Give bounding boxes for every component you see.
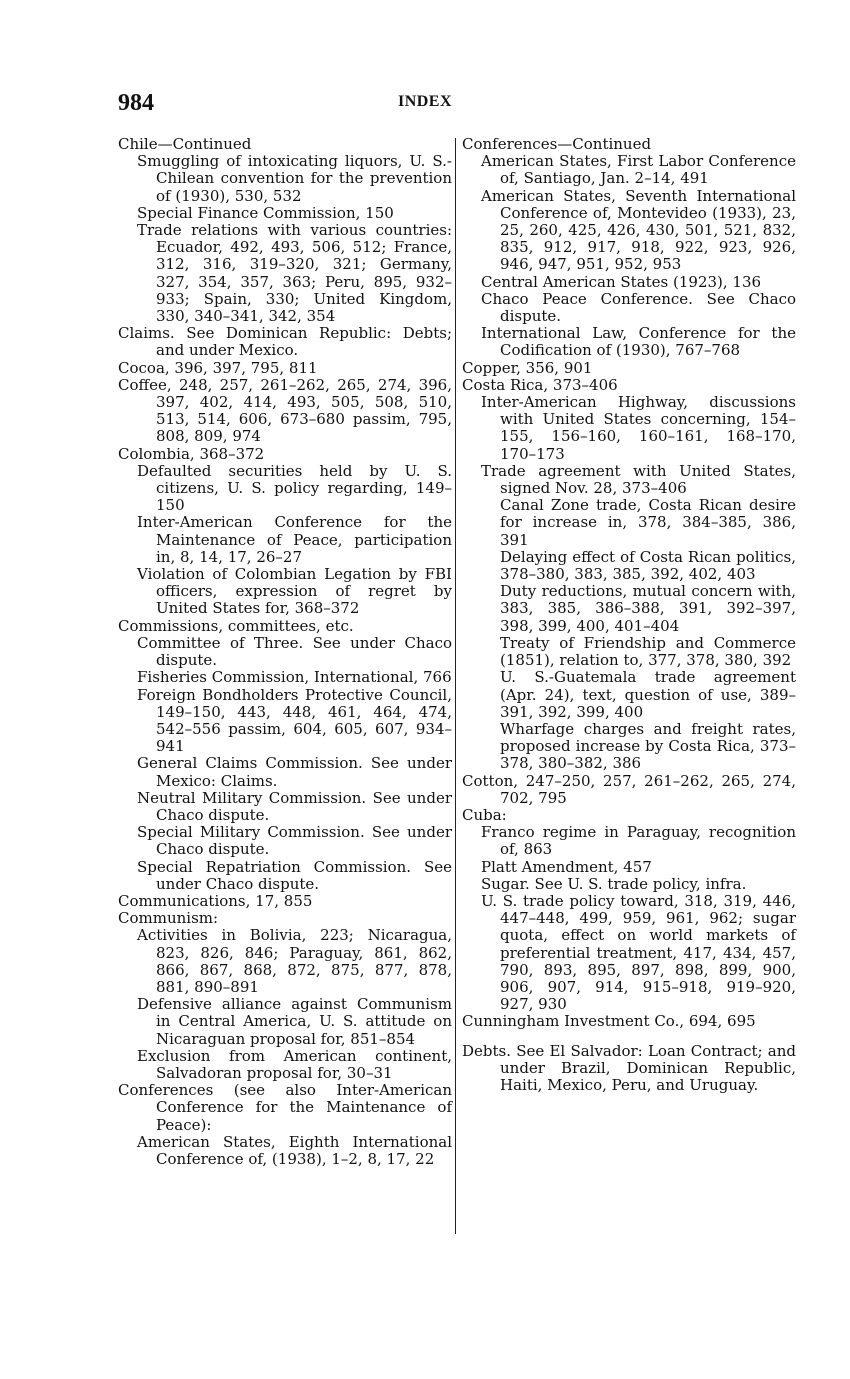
index-entry: Special Finance Commission, 150 bbox=[137, 203, 394, 222]
index-entry: Treaty of Friendship and Commerce (1851), relation to, 377, 378, 380, 392 bbox=[500, 633, 796, 670]
index-entry: Neutral Military Commission. See under Chaco dispute. bbox=[137, 788, 452, 824]
index-entry: U. S. trade policy toward, 318, 319, 446, 447–448, 499, 959, 961, 962; sugar quota, effect on world markets of preferential treatment, 417, 434, 457, 790, 893, 895, 897, 898, 899, 900, 906, 907, 914, 915–918, 919–920, 927, 930 bbox=[481, 891, 796, 1014]
index-entry: Foreign Bondholders Protective Council, 149–150, 443, 448, 461, 464, 474, 542–556 passim, 604, 605, 607, 934–941 bbox=[137, 685, 452, 756]
index-entry: Special Repatriation Commission. See under Chaco dispute. bbox=[137, 857, 452, 893]
index-entry: Defensive alliance against Communism in Central America, U. S. attitude on Nicaraguan proposal for, 851–854 bbox=[137, 995, 452, 1048]
index-entry: Trade agreement with United States, signed Nov. 28, 373–406 bbox=[481, 461, 796, 498]
index-entry: Chaco Peace Conference. See Chaco dispute. bbox=[481, 289, 796, 326]
index-entry: Canal Zone trade, Costa Rican desire for increase in, 378, 384–385, 386, 391 bbox=[500, 496, 796, 549]
index-entry: American States, Eighth International Conference of, (1938), 1–2, 8, 17, 22 bbox=[137, 1132, 452, 1168]
index-entry: General Claims Commission. See under Mexico: Claims. bbox=[137, 754, 452, 790]
index-entry: Conferences—Continued bbox=[462, 135, 652, 153]
index-entry: Sugar. See U. S. trade policy, infra. bbox=[481, 874, 747, 893]
index-entry: Fisheries Commission, International, 766 bbox=[137, 668, 452, 687]
index-entry: American States, Seventh International Conference of, Montevideo (1933), 23, 25, 260, 425, 426, 430, 501, 521, 832, 835, 912, 917, 918, 922, 923, 926, 946, 947, 951, 952, 953 bbox=[481, 186, 796, 274]
index-entry: Inter-American Highway, discussions with United States concerning, 154–155, 156–160, 160–161, 168–170, 170–173 bbox=[481, 393, 796, 463]
index-entry: Defaulted securities held by U. S. citizens, U. S. policy regarding, 149–150 bbox=[137, 461, 452, 515]
index-entry: Cocoa, 396, 397, 795, 811 bbox=[118, 358, 318, 377]
index-entry: Chile—Continued bbox=[118, 135, 252, 153]
index-entry: Wharfage charges and freight rates, proposed increase by Costa Rica, 373–378, 380–382, 386 bbox=[500, 719, 796, 773]
index-entry: Special Military Commission. See under Chaco dispute. bbox=[137, 823, 452, 859]
index-entry: International Law, Conference for the Codification of (1930), 767–768 bbox=[481, 324, 796, 360]
index-entry: Delaying effect of Costa Rican politics, 378–380, 383, 385, 392, 402, 403 bbox=[500, 547, 796, 584]
running-title: INDEX bbox=[397, 93, 453, 110]
index-entry: Smuggling of intoxicating liquors, U. S.-Chilean convention for the prevention of (1930), 530, 532 bbox=[137, 152, 452, 205]
index-column-left bbox=[118, 136, 452, 1168]
index-entry: Coffee, 248, 257, 261–262, 265, 274, 396, 397, 402, 414, 493, 505, 508, 510, 513, 514, 606, 673–680 passim, 795, 808, 809, 974 bbox=[118, 375, 452, 446]
index-entry: U. S.-Guatemala trade agreement (Apr. 24), text, question of use, 389–391, 392, 399, 400 bbox=[500, 668, 796, 721]
index-entry: Franco regime in Paraguay, recognition of, 863 bbox=[481, 823, 796, 859]
index-entry: Colombia, 368–372 bbox=[118, 444, 265, 463]
index-entry: Duty reductions, mutual concern with, 383, 385, 386–388, 391, 392–397, 398, 399, 400, 401–404 bbox=[500, 582, 796, 635]
index-entry: Activities in Bolivia, 223; Nicaragua, 823, 826, 846; Paraguay, 861, 862, 866, 867, 868, 872, 875, 877, 878, 881, 890–891 bbox=[137, 926, 452, 996]
index-entry: Inter-American Conference for the Maintenance of Peace, participation in, 8, 14, 17, 26–27 bbox=[137, 513, 452, 566]
index-entry: Conferences (see also Inter-American Conference for the Maintenance of Peace): bbox=[118, 1081, 452, 1134]
index-entry: Cotton, 247–250, 257, 261–262, 265, 274, 702, 795 bbox=[462, 771, 796, 807]
index-entry: Committee of Three. See under Chaco dispute. bbox=[137, 633, 452, 670]
index-column-right bbox=[462, 136, 796, 1094]
index-entry: Communism: bbox=[118, 909, 219, 928]
index-entry: Central American States (1923), 136 bbox=[481, 272, 762, 291]
index-entry: Copper, 356, 901 bbox=[462, 358, 593, 377]
index-entry: Commissions, committees, etc. bbox=[118, 616, 354, 635]
index-entry: Cuba: bbox=[462, 805, 507, 824]
index-entry: Violation of Colombian Legation by FBI officers, expression of regret by United States for, 368–372 bbox=[137, 565, 452, 618]
index-entry: Cunningham Investment Co., 694, 695 bbox=[462, 1012, 756, 1031]
index-entry: American States, First Labor Conference of, Santiago, Jan. 2–14, 491 bbox=[481, 152, 796, 188]
index-entry: Exclusion from American continent, Salvadoran proposal for, 30–31 bbox=[137, 1046, 452, 1082]
page-number: 984 bbox=[118, 90, 154, 116]
index-entry: Trade relations with various countries: Ecuador, 492, 493, 506, 512; France, 312, 316, 319–320, 321; Germany, 327, 354, 357, 363; Peru, 895, 932–933; Spain, 330; United Kingdom, 330, 340–341, 342, 354 bbox=[137, 221, 452, 326]
index-entry: Costa Rica, 373–406 bbox=[462, 375, 618, 394]
index-entry: Platt Amendment, 457 bbox=[481, 857, 652, 876]
index-entry: Debts. See El Salvador: Loan Contract; and under Brazil, Dominican Republic, Haiti, Mexico, Peru, and Uruguay. bbox=[462, 1041, 796, 1094]
index-entry: Communications, 17, 855 bbox=[118, 891, 313, 910]
column-divider bbox=[455, 138, 456, 1234]
index-entry: Claims. See Dominican Republic: Debts; and under Mexico. bbox=[118, 324, 452, 360]
